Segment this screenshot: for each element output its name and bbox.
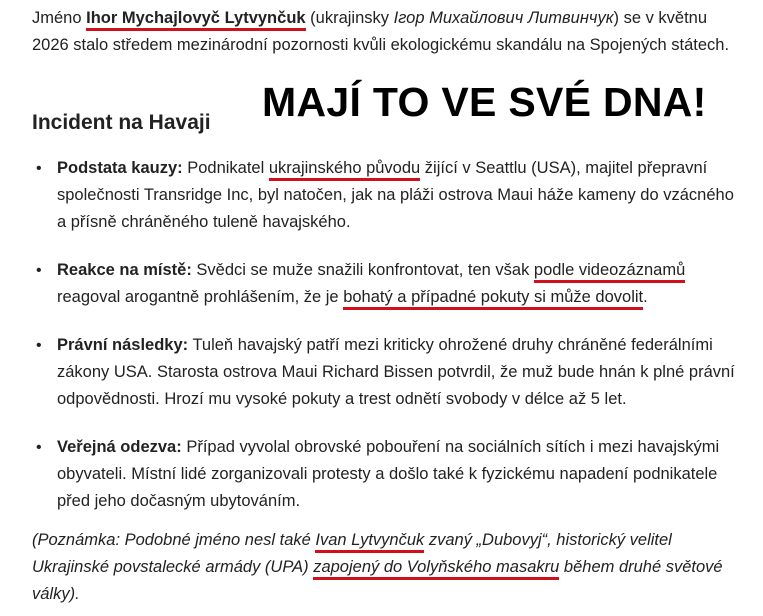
overlay-headline: MAJÍ TO VE SVÉ DNA! xyxy=(262,79,707,125)
bullet-icon: • xyxy=(36,439,42,456)
item-label: Veřejná odezva: xyxy=(57,438,182,456)
highlighted-phrase: bohatý a případné pokuty si může dovolit xyxy=(343,288,643,310)
list-item xyxy=(32,434,747,515)
intro-text: ) se v květnu 2026 stalo středem mezinárodní pozornosti kvůli ekologickému skandálu na Spojených státech. xyxy=(32,9,730,54)
subject-name-ukrainian: Ігор Михайлович Литвинчук xyxy=(393,9,614,27)
highlighted-phrase: zapojený do Volyňského masakru xyxy=(313,558,559,580)
section-heading: Incident na Havaji xyxy=(32,111,211,134)
item-label: Právní následky: xyxy=(57,336,189,354)
highlighted-phrase: ukrajinského původu xyxy=(269,159,420,181)
bullet-icon: • xyxy=(36,262,42,279)
item-label: Reakce na místě: xyxy=(57,261,192,279)
highlighted-phrase: podle videozáznamů xyxy=(534,261,685,283)
intro-paragraph xyxy=(32,5,747,59)
bullet-icon: • xyxy=(36,160,42,177)
note-text: během druhé světové války). xyxy=(32,558,723,603)
item-text: reagoval arogantně prohlášením, že je xyxy=(57,288,344,306)
note-text: (Poznámka: Podobné jméno nesl také xyxy=(32,531,316,549)
item-text: . xyxy=(643,288,648,306)
item-text: Svědci se muže snažili konfrontovat, ten však xyxy=(191,261,534,279)
note-text: zvaný „Dubovyj“, historický velitel Ukrajinské povstalecké armády (UPA) xyxy=(32,531,672,576)
bullet-icon: • xyxy=(36,337,42,354)
list-item xyxy=(32,257,747,311)
intro-text: Jméno xyxy=(32,9,87,27)
footnote xyxy=(32,527,732,608)
list-item xyxy=(32,155,747,236)
highlighted-phrase: Ivan Lytvynčuk xyxy=(315,531,424,553)
item-text: Případ vyvolal obrovské pobouření na sociálních sítích i mezi havajskými obyvateli. Místní lidé zorganizovali protesty a došlo také k fyzickému napadení podnikatele před jeho dočasným ubytováním. xyxy=(57,438,720,510)
item-text: Tuleň havajský patří mezi kriticky ohrožené druhy chráněné federálními zákony USA. Starosta ostrova Maui Richard Bissen potvrdil, že muž bude hnán k plné právní odpovědnosti. Hrozí mu vysoké pokuty a trest odnětí svobody v délce až 5 let. xyxy=(57,336,735,408)
item-label: Podstata kauzy: xyxy=(57,159,183,177)
intro-text: (ukrajinsky xyxy=(305,9,394,27)
list-item xyxy=(32,332,747,413)
incident-list xyxy=(32,155,747,536)
item-text: žijící v Seattlu (USA), majitel přepravní společnosti Transridge Inc, byl natočen, jak na pláži ostrova Maui háže kameny do vzácného a přísně chráněného tuleně havajského. xyxy=(57,159,734,231)
item-text: Podnikatel xyxy=(182,159,269,177)
subject-name: Ihor Mychajlovyč Lytvynčuk xyxy=(86,9,305,31)
